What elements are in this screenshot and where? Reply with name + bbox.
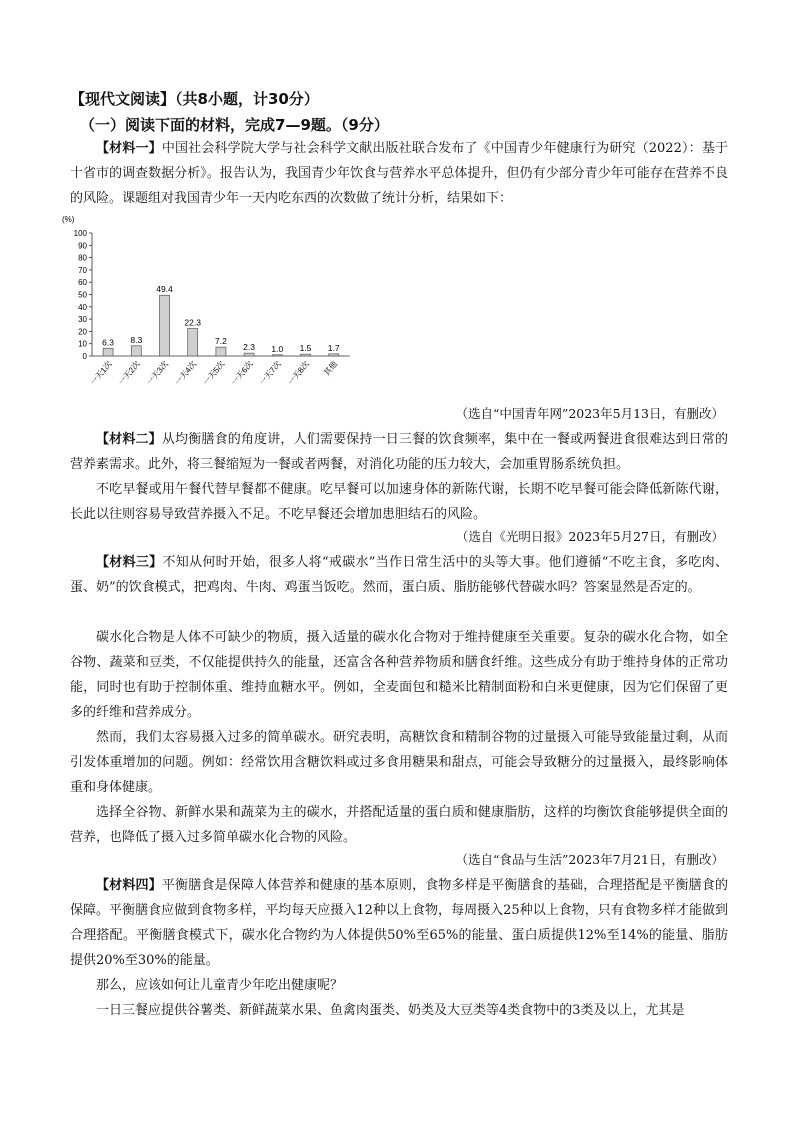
y-tick-label: 30 xyxy=(78,315,87,325)
material4-paragraph-3: 一日三餐应提供谷薯类、新鲜蔬菜水果、鱼禽肉蛋类、奶类及大豆类等4类食物中的3类及以上，尤其是 xyxy=(96,1003,685,1018)
material2-source: （选自《光明日报》2023年5月27日，有删改） xyxy=(455,529,724,544)
material3-paragraph-1 xyxy=(70,550,728,600)
data-label: 6.3 xyxy=(102,337,115,348)
x-tick-label: 一天6次 xyxy=(229,359,255,388)
x-tick-label: 一天1次 xyxy=(88,359,114,388)
material1-source: （选自“中国青年网”2023年5月13日，有删改） xyxy=(455,406,724,421)
data-label: 8.3 xyxy=(130,334,143,345)
y-tick-label: 60 xyxy=(78,278,87,288)
material3-source: （选自“食品与生活”2023年7月21日，有删改） xyxy=(455,852,724,867)
material2-paragraph-1 xyxy=(70,427,728,477)
data-label: 1.0 xyxy=(271,343,284,354)
bar xyxy=(131,346,141,356)
data-label: 1.5 xyxy=(299,343,312,354)
material1-paragraph xyxy=(70,136,728,211)
y-axis-label: (%) xyxy=(62,215,75,224)
material2-paragraph-2: 不吃早餐或用午餐代替早餐都不健康。吃早餐可以加速身体的新陈代谢，长期不吃早餐可能会降低新陈代谢，长此以往则容易导致营养摄入不足。不吃早餐还会增加患胆结石的风险。 xyxy=(70,482,728,522)
y-tick-label: 20 xyxy=(78,327,87,337)
material2-tag: 【材料二】 xyxy=(96,432,162,447)
y-tick-label: 0 xyxy=(82,352,87,361)
y-tick-label: 80 xyxy=(78,253,87,263)
y-tick-label: 100 xyxy=(73,229,87,238)
y-tick-label: 70 xyxy=(78,265,87,275)
chart-bars xyxy=(88,284,340,387)
material3-tag: 【材料三】 xyxy=(96,555,163,570)
bar xyxy=(244,353,254,356)
x-tick-label: 一天8次 xyxy=(285,359,312,388)
material2-text-1: 从均衡膳食的角度讲，人们需要保持一日三餐的饮食频率，集中在一餐或两餐进食很难达到日常的营养素需求。此外，将三餐缩短为一餐或者两餐，对消化功能的压力较大，会加重胃肠系统负担。 xyxy=(70,432,728,472)
material1-tag: 【材料一】 xyxy=(96,141,162,156)
bar xyxy=(160,295,170,356)
data-label: 49.4 xyxy=(156,284,173,295)
bar xyxy=(188,329,198,356)
x-tick-label: 一天4次 xyxy=(173,359,199,388)
bar xyxy=(103,348,113,356)
y-tick-label: 10 xyxy=(78,339,87,349)
data-label: 2.3 xyxy=(243,342,256,353)
y-tick-label: 40 xyxy=(78,302,87,312)
subsection-title: （一）阅读下面的材料，完成7—9题。（9分） xyxy=(80,116,389,134)
data-label: 7.2 xyxy=(214,336,227,347)
x-tick-label: 其他 xyxy=(322,359,340,378)
bar xyxy=(301,354,311,356)
x-tick-label: 一天2次 xyxy=(116,359,142,388)
material4-paragraph-2: 那么，应该如何让儿童青少年吃出健康呢？ xyxy=(96,978,344,993)
data-label: 1.7 xyxy=(327,342,340,353)
material3-paragraph-3: 然而，我们太容易摄入过多的简单碳水。研究表明，高糖饮食和精制谷物的过量摄入可能导致能量过剩，从而引发体重增加的问题。例如：经常饮用含糖饮料或过多食用糖果和甜点，可能会导致糖分的过量摄入，最终影响体重和身体健康。 xyxy=(70,730,728,795)
bar xyxy=(329,354,339,356)
y-tick-label: 90 xyxy=(78,241,87,251)
bar-chart xyxy=(58,208,368,398)
bar xyxy=(216,347,226,356)
material4-tag: 【材料四】 xyxy=(96,878,162,893)
material1-text: 中国社会科学院大学与社会科学文献出版社联合发布了《中国青少年健康行为研究（2022）：基于十省市的调查数据分析》。报告认为，我国青少年饮食与营养水平总体提升，但仍有少部分青少年可能存在营养不良的风险。课题组对我国青少年一天内吃东西的次数做了统计分析，结果如下： xyxy=(70,141,728,206)
material3-paragraph-4: 选择全谷物、新鲜水果和蔬菜为主的碳水，并搭配适量的蛋白质和健康脂肪，这样的均衡饮食能够提供全面的营养，也降低了摄入过多简单碳水化合物的风险。 xyxy=(70,805,728,845)
material3-text-1: 不知从何时开始，很多人将“戒碳水”当作日常生活中的头等大事。他们遵循“不吃主食，多吃肉、蛋、奶”的饮食模式，把鸡肉、牛肉、鸡蛋当饭吃。然而，蛋白质、脂肪能够代替碳水吗？答案显然是否定的。 xyxy=(70,555,728,595)
section-title: 【现代文阅读】（共8小题，计30分） xyxy=(70,90,319,108)
x-tick-label: 一天5次 xyxy=(201,359,227,388)
x-tick-label: 一天7次 xyxy=(257,359,283,388)
material4-paragraph-1 xyxy=(70,873,728,973)
material3-paragraph-2: 碳水化合物是人体不可缺少的物质，摄入适量的碳水化合物对于维持健康至关重要。复杂的碳水化合物，如全谷物、蔬菜和豆类，不仅能提供持久的能量，还富含各种营养物质和膳食纤维。这些成分有助于维持身体的正常功能，同时也有助于控制体重、维持血糖水平。例如，全麦面包和糙米比精制面粉和白米更健康，因为它们保留了更多的纤维和营养成分。 xyxy=(70,630,728,720)
y-tick-label: 50 xyxy=(78,290,87,300)
material4-text-1: 平衡膳食是保障人体营养和健康的基本原则，食物多样是平衡膳食的基础，合理搭配是平衡膳食的保障。平衡膳食应做到食物多样，平均每天应摄入12种以上食物，每周摄入25种以上食物，只有食物多样才能做到合理搭配。平衡膳食模式下，碳水化合物约为人体提供50%至65%的能量、蛋白质提供12%至14%的能量、脂肪提供20%至30%的能量。 xyxy=(70,878,728,968)
bar xyxy=(272,355,282,356)
x-tick-label: 一天3次 xyxy=(144,359,171,388)
data-label: 22.3 xyxy=(184,317,201,328)
